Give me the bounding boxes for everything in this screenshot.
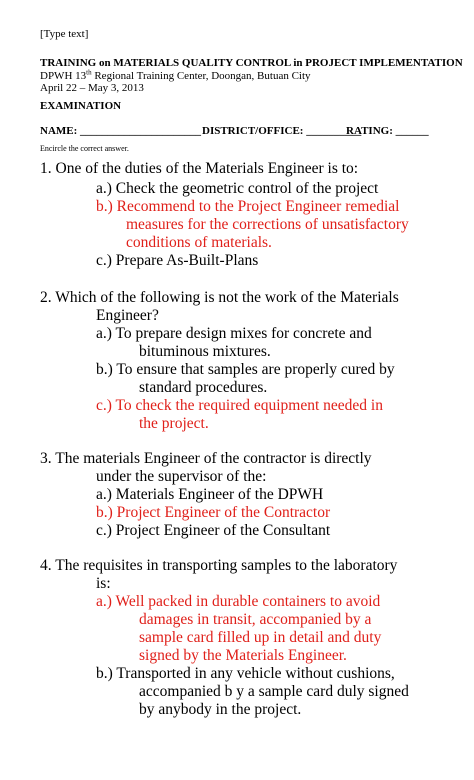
- training-dates: April 22 – May 3, 2013: [40, 82, 144, 94]
- question-1-stem-line: 1. One of the duties of the Materials Engineer is to:: [40, 160, 359, 177]
- question-4-option-b-line: accompanied b y a sample card duly signed: [139, 683, 409, 700]
- question-4-stem-line: is:: [96, 575, 111, 592]
- question-2-option-c-correct-answer-line: c.) To check the required equipment needed in: [96, 397, 383, 414]
- question-4-option-a-correct-answer-line: signed by the Materials Engineer.: [139, 647, 347, 664]
- question-1-option-b-correct-answer-line: measures for the corrections of unsatisfactory: [126, 216, 409, 233]
- question-2-option-a-line: bituminous mixtures.: [139, 343, 271, 360]
- question-2-stem-line: 2. Which of the following is not the work of the Materials: [40, 289, 399, 306]
- question-4-option-a-correct-answer-line: damages in transit, accompanied by a: [139, 611, 372, 628]
- question-4-option-b-line: b.) Transported in any vehicle without cushions,: [96, 665, 395, 682]
- question-2-option-a-line: a.) To prepare design mixes for concrete and: [96, 325, 372, 342]
- location-post: Regional Training Center, Doongan, Butuan City: [91, 70, 311, 82]
- name-field: NAME: ______________________: [40, 125, 202, 137]
- question-4-option-b-line: by anybody in the project.: [139, 701, 302, 718]
- question-3-stem-line: 3. The materials Engineer of the contractor is directly: [40, 450, 372, 467]
- question-3-option-c-line: c.) Project Engineer of the Consultant: [96, 522, 331, 539]
- question-3-option-a-line: a.) Materials Engineer of the DPWH: [96, 486, 324, 503]
- district-field: DISTRICT/OFFICE: __________: [202, 125, 362, 137]
- question-4-option-a-correct-answer-line: a.) Well packed in durable containers to avoid: [96, 593, 381, 610]
- question-2-stem-line: Engineer?: [96, 307, 159, 324]
- question-3-option-b-correct-answer-line: b.) Project Engineer of the Contractor: [96, 504, 331, 521]
- location-sup: th: [86, 68, 92, 77]
- question-4-option-a-correct-answer-line: sample card filled up in detail and duty: [139, 629, 382, 646]
- question-1-option-b-correct-answer-line: conditions of materials.: [126, 234, 272, 251]
- question-2-option-b-line: standard procedures.: [139, 379, 268, 396]
- question-1-option-c-line: c.) Prepare As-Built-Plans: [96, 252, 259, 269]
- question-3-stem-line: under the supervisor of the:: [96, 468, 267, 485]
- header-placeholder: [Type text]: [40, 28, 89, 40]
- instructions: Encircle the correct answer.: [40, 144, 129, 153]
- question-1-option-b-correct-answer-line: b.) Recommend to the Project Engineer remedial: [96, 198, 400, 215]
- question-2-option-c-correct-answer-line: the project.: [139, 415, 209, 432]
- question-4-stem-line: 4. The requisites in transporting samples to the laboratory: [40, 557, 398, 574]
- document-title: TRAINING on MATERIALS QUALITY CONTROL in PROJECT IMPLEMENTATION: [40, 57, 463, 69]
- exam-heading: EXAMINATION: [40, 100, 122, 112]
- rating-field: RATING: ______: [346, 125, 429, 137]
- location-pre: DPWH 13: [40, 70, 87, 82]
- question-2-option-b-line: b.) To ensure that samples are properly cured by: [96, 361, 395, 378]
- question-1-option-a-line: a.) Check the geometric control of the project: [96, 180, 379, 197]
